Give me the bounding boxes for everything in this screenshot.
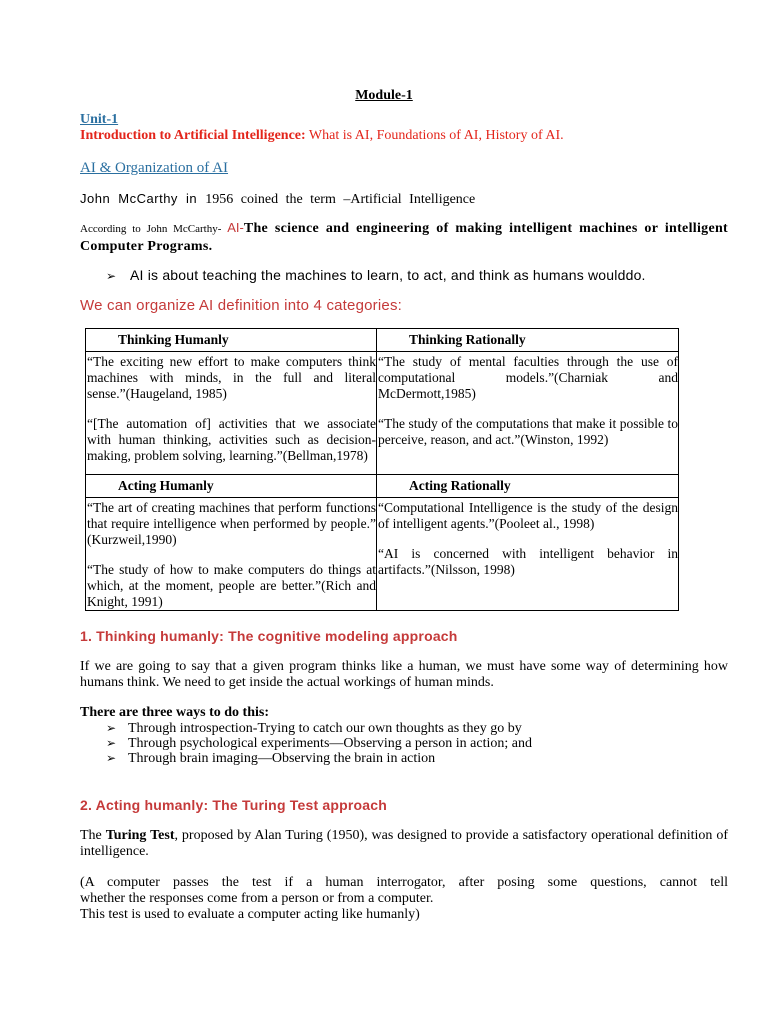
quote-kurzweil: “The art of creating machines that perform functions that require intelligence when performed by people.” (Kurzweil,1990) xyxy=(87,500,376,547)
turing-bold: Turing Test xyxy=(105,828,175,843)
header-label: Acting Rationally xyxy=(409,478,511,493)
quote-winston: “The study of the computations that make it possible to perceive, reason, and act.”(Winston, 1992) xyxy=(378,416,678,447)
header-label: Thinking Humanly xyxy=(118,332,229,347)
header-thinking-rationally xyxy=(377,329,679,352)
quote-charniak: “The study of mental faculties through the use of computational models.”(Charniak and McDermott,1985) xyxy=(378,354,678,401)
list-item xyxy=(106,751,532,766)
arrow-bullet-icon: ➢ xyxy=(106,736,117,750)
table-row xyxy=(86,498,679,611)
mccarthy-rest: coined the term –Artificial Intelligence xyxy=(233,192,476,207)
ai-categories-table xyxy=(85,328,679,611)
intro-line xyxy=(80,128,564,144)
arrow-bullet-icon: ➢ xyxy=(106,269,117,283)
mccarthy-name: John McCarthy in xyxy=(80,191,206,206)
quote-rich-knight: “The study of how to make computers do things at which, at the moment, people are better.”(Rich and Knight, 1991) xyxy=(87,562,376,609)
header-label: Acting Humanly xyxy=(118,478,214,493)
turing-paragraph xyxy=(80,828,728,860)
organization-heading: AI & Organization of AI xyxy=(80,160,229,176)
teaching-text: AI is about teaching the machines to learn, to act, and think as humans woulddo. xyxy=(130,267,646,283)
according-prefix: According to John McCarthy- xyxy=(80,223,228,235)
list-item xyxy=(106,736,532,751)
header-acting-rationally xyxy=(377,475,679,498)
according-ai: AI- xyxy=(227,220,244,235)
header-thinking-humanly xyxy=(86,329,377,352)
list-item xyxy=(106,721,532,736)
module-title: Module-1 xyxy=(355,88,413,103)
cell-acting-rationally xyxy=(377,498,679,611)
cell-acting-humanly xyxy=(86,498,377,611)
quote-bellman: “[The automation of] activities that we associate with human thinking, activities such as decision-making, problem solving, learning.”(Bellman,1978) xyxy=(87,416,376,463)
section1-paragraph: If we are going to say that a given program thinks like a human, we must have some way of determining how humans think. We need to get inside the actual workings of human minds. xyxy=(80,659,728,690)
table-row xyxy=(86,352,679,475)
teaching-bullet xyxy=(106,267,646,283)
quote-poole: “Computational Intelligence is the study of the design of intelligent agents.”(Pooleet al., 1998) xyxy=(378,500,678,531)
ways-list xyxy=(106,721,532,766)
mccarthy-year: 1956 xyxy=(205,192,234,207)
cell-thinking-rationally xyxy=(377,352,679,475)
unit-heading: Unit-1 xyxy=(80,112,119,127)
section1-heading: 1. Thinking humanly: The cognitive modeling approach xyxy=(80,628,458,644)
according-def: The science and engineering of making intelligent machines or intelligent Computer Programs. xyxy=(80,221,729,254)
ways-heading: There are three ways to do this: xyxy=(80,705,269,720)
list-item-text: Through brain imaging—Observing the brain in action xyxy=(128,751,436,766)
mccarthy-line xyxy=(80,191,475,208)
computer-line-2: whether the responses come from a person or from a computer. xyxy=(80,891,434,906)
section2-heading: 2. Acting humanly: The Turing Test approach xyxy=(80,797,388,813)
cell-thinking-humanly xyxy=(86,352,377,475)
computer-paragraph xyxy=(80,875,728,923)
intro-bold: Introduction to Artificial Intelligence: xyxy=(80,128,306,143)
table-row xyxy=(86,329,679,352)
turing-rest: , proposed by Alan Turing (1950), was designed to provide a satisfactory operational definition of intelligence. xyxy=(80,828,728,859)
quote-nilsson: “AI is concerned with intelligent behavior in artifacts.”(Nilsson, 1998) xyxy=(378,546,678,577)
computer-line-3: This test is used to evaluate a computer acting like humanly) xyxy=(80,907,420,922)
list-item-text: Through introspection-Trying to catch our own thoughts as they go by xyxy=(128,721,522,736)
list-item-text: Through psychological experiments—Observing a person in action; and xyxy=(128,736,532,751)
mccarthy-definition xyxy=(80,219,728,255)
arrow-bullet-icon: ➢ xyxy=(106,721,117,735)
table-row xyxy=(86,475,679,498)
categories-intro: We can organize AI definition into 4 categories: xyxy=(80,297,403,314)
turing-prefix: The xyxy=(80,828,106,843)
header-label: Thinking Rationally xyxy=(409,332,526,347)
intro-rest: What is AI, Foundations of AI, History of AI. xyxy=(305,128,564,143)
header-acting-humanly xyxy=(86,475,377,498)
computer-line-1: (A computer passes the test if a human interrogator, after posing some questions, cannot tell xyxy=(80,875,728,890)
arrow-bullet-icon: ➢ xyxy=(106,751,117,765)
quote-haugeland: “The exciting new effort to make computers think machines with minds, in the full and literal sense.”(Haugeland, 1985) xyxy=(87,354,376,401)
